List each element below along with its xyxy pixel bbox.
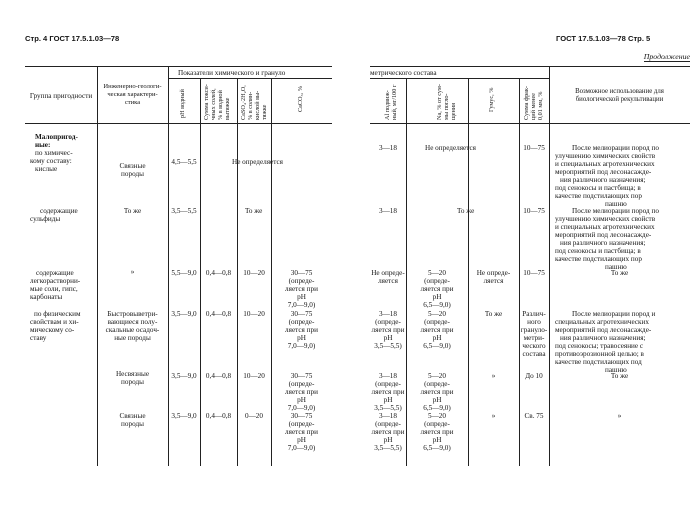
r3-group-3: мые соли, гипс, <box>30 285 78 293</box>
header-salts-1: Сумма токси- <box>203 84 210 120</box>
rr1-use-6: под сенокосы и пастбища; в <box>555 184 641 192</box>
left-header-bottom-rule <box>25 123 332 124</box>
rr2-use-6: под сенокосы и пастбища; в <box>555 247 641 255</box>
rr4-use-8: пашню <box>605 366 627 374</box>
rr4-al-4: pH <box>383 334 393 342</box>
r5-eng-1: Несвязные <box>115 370 150 378</box>
r6-ph: 3,5—9,0 <box>171 412 197 420</box>
rr6-na-3: ляется при <box>420 428 454 436</box>
header-caso-3: кислой вы- <box>254 90 261 120</box>
r3-caco-5: 7,0—9,0) <box>287 301 316 309</box>
r4-eng-3: скальные осадоч- <box>105 326 160 334</box>
rr4-use-7: качестве подстилающих под <box>555 358 642 366</box>
header-na-1: Na, % от сум- <box>436 84 443 120</box>
rr5-na-1: 5—20 <box>428 372 446 380</box>
rr5-na-3: ляется при <box>420 388 454 396</box>
r5-caso: 10—20 <box>243 372 265 380</box>
r6-eng-1: Связные <box>119 412 146 420</box>
header-na-2: мы погло- <box>443 93 450 120</box>
rr6-al-1: 3—18 <box>379 412 397 420</box>
rr5-al-5: 3,5—5,5) <box>374 404 402 412</box>
rr3-na-4: pH <box>432 293 442 301</box>
rr2-frac: 10—75 <box>523 207 545 215</box>
r4-group-1: по физическим <box>34 310 81 318</box>
rr2-use-1: После мелиорации пород по <box>572 207 659 215</box>
header-caso-2: % в солян- <box>247 91 254 120</box>
rr4-humus: То же <box>484 310 503 318</box>
r4-caco-4: pH <box>297 334 306 342</box>
rr2-use-4: мероприятий под лесонасажде- <box>555 231 652 239</box>
r4-group-2: свойствам и хи- <box>30 318 79 326</box>
rr6-na-5: 6,5—9,0) <box>423 444 451 452</box>
r4-group-3: мическому со- <box>30 326 75 334</box>
r5-salts: 0,4—0,8 <box>205 372 232 380</box>
rr5-al-3: ляется при <box>371 388 405 396</box>
rr4-use-3: мероприятий под лесонасажде- <box>555 326 652 334</box>
header-salts-2: чных солей, <box>210 88 217 120</box>
header-na-3: щения <box>450 103 457 120</box>
header-humus: Гумус, % <box>488 87 495 112</box>
header-frac-3: 0,01 мм, % <box>537 91 544 120</box>
header-salts-3: % в водной <box>217 90 224 120</box>
rr4-na-5: 6,5—9,0) <box>423 342 451 350</box>
r2-group-2: сульфиды <box>30 215 61 223</box>
rr3-na-5: 6,5—9,0) <box>423 301 451 309</box>
right-header-span-rule <box>370 78 549 79</box>
r5-caco-4: pH <box>297 396 306 404</box>
right-running-head: ГОСТ 17.5.1.03—78 Стр. 5 <box>556 34 651 43</box>
left-running-head: Стр. 4 ГОСТ 17.5.1.03—78 <box>25 34 120 43</box>
rr3-na-1: 5—20 <box>428 269 446 277</box>
r3-salts: 0,4—0,8 <box>205 269 232 277</box>
rr6-use: » <box>617 412 622 420</box>
r4-ph: 3,5—9,0 <box>171 310 197 318</box>
rr4-use-1: После мелиорации пород и <box>572 310 656 318</box>
r3-caco-4: pH <box>297 293 306 301</box>
header-use-1: Возможное использование для <box>575 88 664 95</box>
rr4-use-5: под сенокосы; травосеяние с <box>555 342 644 350</box>
rr5-al-1: 3—18 <box>379 372 397 380</box>
r5-caco-2: (опреде- <box>288 380 315 388</box>
rr4-frac-3: грануло- <box>520 326 548 334</box>
rr1-use-5: ния различного назначения; <box>560 176 646 184</box>
r4-salts: 0,4—0,8 <box>205 310 232 318</box>
rr1-use-2: улучшению химических свойств <box>555 152 656 160</box>
cat-line-2: ные: <box>35 141 51 149</box>
r1-eng-1: Связные <box>119 162 146 170</box>
rr4-na-4: pH <box>432 334 442 342</box>
header-eng-geo-2: ческая характери- <box>107 91 158 98</box>
r3-group-2: легкорастворни- <box>30 277 81 285</box>
r6-caco-5: 7,0—9,0) <box>287 444 316 452</box>
r5-eng-2: породы <box>121 378 144 386</box>
r2-ph: 3,5—5,5 <box>171 207 197 215</box>
rr2-use-2: улучшению химических свойств <box>555 215 656 223</box>
header-span-cont: метрического состава <box>370 69 437 77</box>
header-chem-span: Показатели химического и грануло <box>178 69 286 77</box>
rr5-al-4: pH <box>383 396 393 404</box>
header-frac-1: Сумма фрак- <box>523 86 530 120</box>
r4-caco-5: 7,0—9,0) <box>287 342 316 350</box>
rr4-al-1: 3—18 <box>379 310 397 318</box>
rr4-use-2: специальных агротехнических <box>555 318 649 326</box>
r1-ph: 4,5—5,5 <box>171 158 197 166</box>
rr4-frac-2: ного <box>527 318 541 326</box>
rr4-al-3: ляется при <box>371 326 405 334</box>
r4-eng-4: ные породы <box>114 334 151 342</box>
rr4-frac-4: метри- <box>523 334 545 342</box>
rr2-use-5: ния различного назначения; <box>560 239 646 247</box>
rr3-na-3: ляется при <box>420 285 454 293</box>
rr3-al-1: Не опреде- <box>371 269 405 277</box>
rr1-not-determined: Не определяется <box>425 144 476 152</box>
rr2-same: То же <box>457 207 475 215</box>
rr1-use-3: и специальных агротехнических <box>555 160 655 168</box>
rr2-use-8: пашню <box>605 263 627 271</box>
rr4-frac-6: состава <box>522 350 546 358</box>
right-header-bottom-rule <box>370 123 690 124</box>
rr4-al-2: (опреде- <box>375 318 401 326</box>
rr1-use-1: После мелиорации пород по <box>572 144 659 152</box>
header-salts-4: вытяжке <box>224 97 231 120</box>
r6-salts: 0,4—0,8 <box>205 412 232 420</box>
rr1-al: 3—18 <box>379 144 397 152</box>
rr3-humus-2: ляется <box>483 277 504 285</box>
rr4-frac-1: Различ- <box>522 310 546 318</box>
rr6-na-4: pH <box>432 436 442 444</box>
rr5-humus: » <box>491 372 496 380</box>
rr4-use-6: противоэрозионной целью; в <box>555 350 644 358</box>
header-caso-4: тяжке <box>261 104 268 120</box>
r5-ph: 3,5—9,0 <box>171 372 197 380</box>
rr2-use-3: и специальных агротехнических <box>555 223 655 231</box>
rr2-use-7: качестве подстилающих пор <box>555 255 642 263</box>
rr3-use: То же <box>610 269 629 277</box>
r6-caco-2: (опреде- <box>288 420 315 428</box>
r6-caco-1: 30—75 <box>290 412 313 420</box>
rr5-al-2: (опреде- <box>375 380 401 388</box>
right-table-top-rule <box>370 66 690 67</box>
cat-line-5: кислые <box>35 165 58 173</box>
cat-line-4: кому составу: <box>30 157 72 165</box>
r3-caco-3: ляется при <box>285 285 318 293</box>
rr4-al-5: 3,5—5,5) <box>374 342 402 350</box>
left-table-top-rule <box>25 66 332 67</box>
r5-caco-3: ляется при <box>285 388 318 396</box>
rr3-na-2: (опреде- <box>424 277 450 285</box>
header-caco: CaCO₃, % <box>297 86 304 112</box>
r4-eng-2: вающиеся полу- <box>107 318 158 326</box>
rr6-humus: » <box>491 412 496 420</box>
r3-caco-2: (опреде- <box>288 277 315 285</box>
rr1-use-4: мероприятий под лесонасажде- <box>555 168 652 176</box>
rr3-frac: 10—75 <box>523 269 545 277</box>
r3-group-1: содержащие <box>36 269 74 277</box>
rr1-use-8: пашню <box>605 200 627 208</box>
rr4-na-3: ляется при <box>420 326 454 334</box>
r4-caco-3: ляется при <box>285 326 318 334</box>
rr6-al-4: pH <box>383 436 393 444</box>
left-col-divider-2 <box>168 66 169 466</box>
r2-same: То же <box>245 207 263 215</box>
r2-eng: То же <box>123 207 142 215</box>
rr5-use: То же <box>610 372 629 380</box>
rr4-frac-5: ческого <box>522 342 546 350</box>
r5-caco-1: 30—75 <box>290 372 313 380</box>
rr6-al-5: 3,5—5,5) <box>374 444 402 452</box>
rr4-na-1: 5—20 <box>428 310 446 318</box>
header-use-2: биологической рекультивации <box>575 96 664 103</box>
r6-caco-3: ляется при <box>285 428 318 436</box>
rr5-na-4: pH <box>432 396 442 404</box>
left-col-divider-1 <box>97 66 98 466</box>
header-ph: pH водный <box>179 89 186 118</box>
r4-caso: 10—20 <box>243 310 265 318</box>
header-eng-geo-3: стика <box>124 99 141 106</box>
r4-group-4: ставу <box>30 334 47 342</box>
header-group: Группа пригодности <box>29 92 93 100</box>
rr6-na-2: (опреде- <box>424 420 450 428</box>
rr6-na-1: 5—20 <box>428 412 446 420</box>
r5-caco-5: 7,0—9,0) <box>287 404 316 412</box>
rr3-al-2: ляется <box>378 277 398 285</box>
r6-eng-2: породы <box>121 420 144 428</box>
rr6-al-3: ляется при <box>371 428 405 436</box>
rr1-use-7: качестве подстилающих пор <box>555 192 642 200</box>
rr5-frac: До 10 <box>525 372 543 380</box>
header-al-2: ный, мг/100 г <box>391 84 398 120</box>
continuation-label: Продолжение <box>643 52 690 61</box>
header-caso-1: CaSO₄·2H₂O, <box>240 85 247 120</box>
r3-caso: 10—20 <box>243 269 265 277</box>
r3-group-4: карбонаты <box>30 293 63 301</box>
r1-not-determined: Не определяется <box>232 158 283 166</box>
cat-line-3: по химичес- <box>35 149 73 157</box>
rr6-frac: Св. 75 <box>524 412 544 420</box>
rr6-al-2: (опреде- <box>375 420 401 428</box>
cat-line-1: Малопригод- <box>35 133 78 141</box>
header-eng-geo-1: Инженерно-геологи- <box>103 83 162 90</box>
r6-caco-4: pH <box>297 436 306 444</box>
r4-caco-2: (опреде- <box>288 318 315 326</box>
rr4-na-2: (опреде- <box>424 318 450 326</box>
r4-caco-1: 30—75 <box>290 310 313 318</box>
r3-eng: » <box>130 268 135 276</box>
rr5-na-5: 6,5—9,0) <box>423 404 451 412</box>
r3-ph: 5,5—9,0 <box>171 269 197 277</box>
left-header-span-rule <box>168 78 332 79</box>
r4-eng-1: Быстровыветри- <box>107 310 158 318</box>
header-frac-2: ций менее <box>530 93 537 120</box>
r2-group-1: содержащие <box>40 207 78 215</box>
right-col-divider-4 <box>549 66 550 466</box>
rr4-use-4: ния различного назначения; <box>560 334 646 342</box>
rr3-humus-1: Не опреде- <box>476 269 511 277</box>
r3-caco-1: 30—75 <box>290 269 313 277</box>
header-al-1: Al подвиж- <box>384 90 391 120</box>
r1-eng-2: породы <box>121 170 144 178</box>
r6-caso: 0—20 <box>245 412 263 420</box>
rr1-frac: 10—75 <box>523 144 545 152</box>
rr2-al: 3—18 <box>379 207 397 215</box>
rr5-na-2: (опреде- <box>424 380 450 388</box>
